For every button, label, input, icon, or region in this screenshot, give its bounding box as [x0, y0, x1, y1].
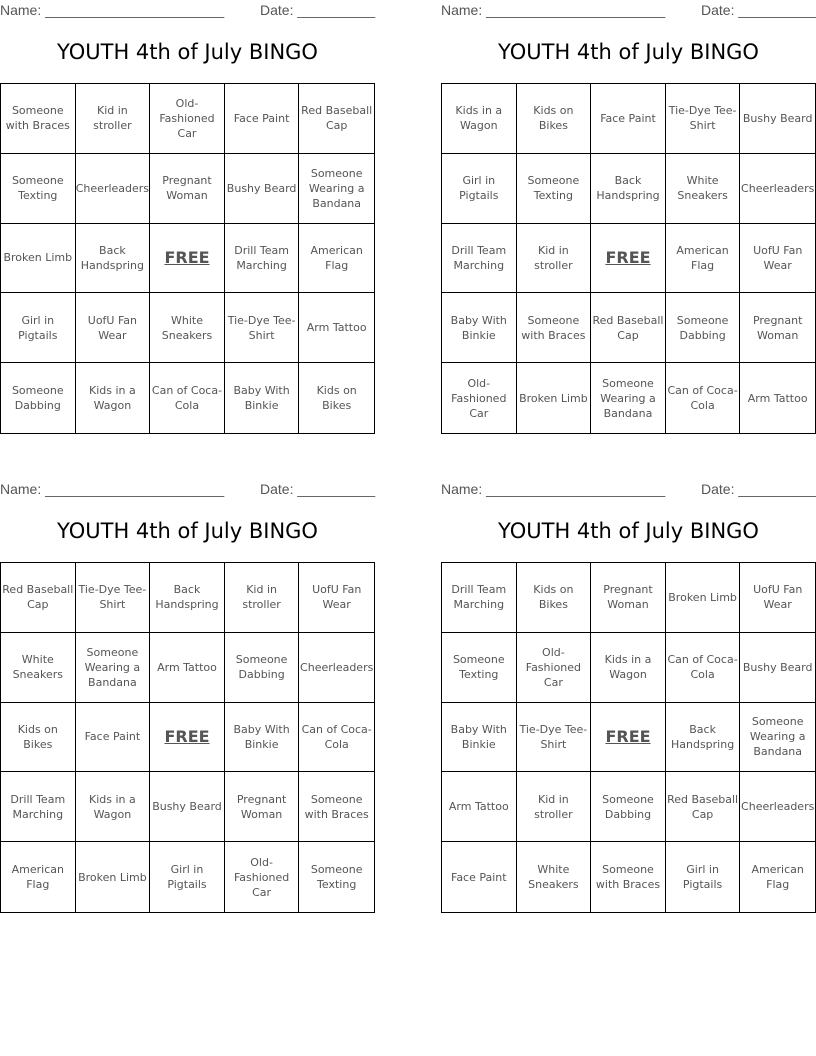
bingo-cell: Broken Limb [666, 563, 741, 633]
bingo-cell: Girl in Pigtails [150, 842, 225, 912]
free-space: FREE [150, 224, 225, 294]
bingo-cell: Kids on Bikes [1, 703, 76, 773]
bingo-cell: Someone Texting [310, 863, 363, 892]
bingo-cell: Tie-Dye Tee-Shirt [76, 563, 151, 633]
bingo-cell: Kid in stroller [517, 224, 592, 294]
bingo-cell: Someone Dabbing [225, 633, 300, 703]
bingo-cell: Pregnant Woman [225, 772, 300, 842]
bingo-cell: Back Handspring [591, 154, 666, 224]
bingo-cell: Kid in stroller [225, 563, 300, 633]
bingo-grid [0, 83, 375, 434]
bingo-card [0, 479, 376, 899]
bingo-cell: Someone Dabbing [591, 772, 666, 842]
bingo-cell: White Sneakers [1, 633, 76, 703]
bingo-cell: Broken Limb [517, 363, 592, 433]
bingo-cell: Arm Tattoo [442, 772, 517, 842]
free-space: FREE [591, 703, 666, 773]
bingo-cell: Old-Fashioned Car [442, 363, 517, 433]
card-header [0, 0, 375, 22]
card-title: YOUTH 4th of July BINGO [498, 40, 759, 64]
bingo-cell: Cheerleaders [740, 154, 815, 224]
card-title: YOUTH 4th of July BINGO [57, 40, 318, 64]
card-header [441, 0, 816, 22]
bingo-cell: Someone Texting [1, 154, 76, 224]
card-header [441, 479, 816, 501]
bingo-cell: Tie-Dye Tee-Shirt [517, 703, 592, 773]
bingo-cell: Kids in a Wagon [591, 633, 666, 703]
bingo-cell: Arm Tattoo [150, 633, 225, 703]
bingo-grid [0, 562, 375, 913]
bingo-cell: Kid in stroller [517, 772, 592, 842]
bingo-cell: Arm Tattoo [299, 293, 374, 363]
bingo-cell: Old-Fashioned Car [150, 84, 225, 154]
bingo-cell: Someone Wearing a Bandana [740, 703, 815, 773]
bingo-cell: Can of Coca-Cola [299, 703, 374, 773]
bingo-cell: Back Handspring [666, 703, 741, 773]
bingo-cell: Girl in Pigtails [442, 154, 517, 224]
bingo-cell: Red Baseball Cap [299, 84, 374, 154]
card-title: YOUTH 4th of July BINGO [498, 519, 759, 543]
bingo-cell: Face Paint [442, 842, 517, 912]
bingo-cell: Someone Wearing a Bandana [591, 363, 666, 433]
bingo-cell: Can of Coca-Cola [150, 363, 225, 433]
bingo-cell: Girl in Pigtails [666, 842, 741, 912]
bingo-cell: Someone Texting [442, 633, 517, 703]
bingo-cell: Kids on Bikes [517, 563, 592, 633]
bingo-cell: Broken Limb [1, 224, 76, 294]
bingo-cell: Can of Coca-Cola [666, 633, 741, 703]
bingo-cell: American Flag [299, 224, 374, 294]
bingo-cell: Someone Dabbing [1, 363, 76, 433]
bingo-cell: Girl in Pigtails [1, 293, 76, 363]
bingo-cell: American Flag [666, 224, 741, 294]
bingo-cell: Broken Limb [76, 842, 151, 912]
bingo-cell: UofU Fan Wear [740, 224, 815, 294]
date-field: Date: __________ [260, 2, 376, 18]
name-field: Name: _______________________ [0, 2, 225, 18]
bingo-card [0, 0, 376, 413]
bingo-cell: Baby With Binkie [225, 363, 300, 433]
bingo-grid [441, 83, 816, 434]
name-field: Name: _______________________ [441, 2, 666, 18]
bingo-cell: Drill Team Marching [225, 224, 300, 294]
bingo-cell: Old-Fashioned Car [517, 633, 592, 703]
bingo-cell: Someone with Braces [299, 772, 374, 842]
bingo-cell: Pregnant Woman [150, 154, 225, 224]
bingo-cell: Someone Dabbing [666, 293, 741, 363]
bingo-cell: Baby With Binkie [442, 293, 517, 363]
bingo-cell: White Sneakers [666, 154, 741, 224]
bingo-cell: Someone with Braces [517, 293, 592, 363]
free-space: FREE [591, 224, 666, 294]
bingo-cell: Pregnant Woman [591, 563, 666, 633]
bingo-cell: Kids in a Wagon [76, 772, 151, 842]
bingo-cell: Cheerleaders [299, 633, 374, 703]
name-field: Name: _______________________ [441, 481, 666, 497]
bingo-cell: Tie-Dye Tee-Shirt [666, 84, 741, 154]
bingo-cell: UofU Fan Wear [740, 563, 815, 633]
bingo-cell: Drill Team Marching [442, 224, 517, 294]
bingo-cell: Face Paint [76, 703, 151, 773]
bingo-cell: Pregnant Woman [740, 293, 815, 363]
bingo-grid [441, 562, 816, 913]
bingo-cell: Drill Team Marching [1, 772, 76, 842]
bingo-cell: American Flag [1, 842, 76, 912]
bingo-cell: Someone Texting [517, 154, 592, 224]
bingo-cell: Arm Tattoo [747, 391, 808, 405]
date-field: Date: __________ [701, 481, 816, 497]
bingo-cell: Drill Team Marching [442, 563, 517, 633]
bingo-cell: Kids on Bikes [517, 84, 592, 154]
bingo-card [441, 0, 816, 420]
bingo-cell: Kids on Bikes [316, 384, 357, 413]
bingo-cell: Baby With Binkie [225, 703, 300, 773]
card-header [0, 479, 375, 501]
bingo-cell: Bushy Beard [740, 84, 815, 154]
bingo-cell: Someone Wearing a Bandana [76, 633, 151, 703]
bingo-cell: Tie-Dye Tee-Shirt [225, 293, 300, 363]
bingo-cell: Can of Coca-Cola [666, 363, 741, 433]
bingo-cell: Cheerleaders [740, 772, 815, 842]
bingo-cell: Kids in a Wagon [442, 84, 517, 154]
bingo-cell: Face Paint [591, 84, 666, 154]
bingo-cell: Someone Wearing a Bandana [299, 154, 374, 224]
bingo-cell: Someone with Braces [1, 84, 76, 154]
bingo-cell: White Sneakers [517, 842, 592, 912]
bingo-cell: Old-Fashioned Car [225, 842, 300, 912]
bingo-cell: American Flag [751, 863, 804, 892]
bingo-cell: Cheerleaders [76, 154, 151, 224]
bingo-cell: Kid in stroller [76, 84, 151, 154]
date-field: Date: __________ [701, 2, 816, 18]
bingo-cell: UofU Fan Wear [299, 563, 374, 633]
bingo-card [441, 479, 816, 892]
bingo-cell: UofU Fan Wear [76, 293, 151, 363]
bingo-cell: Kids in a Wagon [76, 363, 151, 433]
bingo-cell: Someone with Braces [591, 842, 666, 912]
bingo-cell: Red Baseball Cap [1, 563, 76, 633]
bingo-cell: Back Handspring [150, 563, 225, 633]
bingo-cell: Bushy Beard [740, 633, 815, 703]
bingo-cell: Baby With Binkie [442, 703, 517, 773]
name-field: Name: _______________________ [0, 481, 225, 497]
bingo-cell: Back Handspring [76, 224, 151, 294]
bingo-cell: Red Baseball Cap [666, 772, 741, 842]
bingo-cell: Bushy Beard [225, 154, 300, 224]
bingo-cell: White Sneakers [150, 293, 225, 363]
date-field: Date: __________ [260, 481, 376, 497]
bingo-cell: Bushy Beard [150, 772, 225, 842]
bingo-cell: Face Paint [225, 84, 300, 154]
card-title: YOUTH 4th of July BINGO [57, 519, 318, 543]
free-space: FREE [150, 703, 225, 773]
bingo-cell: Red Baseball Cap [591, 293, 666, 363]
